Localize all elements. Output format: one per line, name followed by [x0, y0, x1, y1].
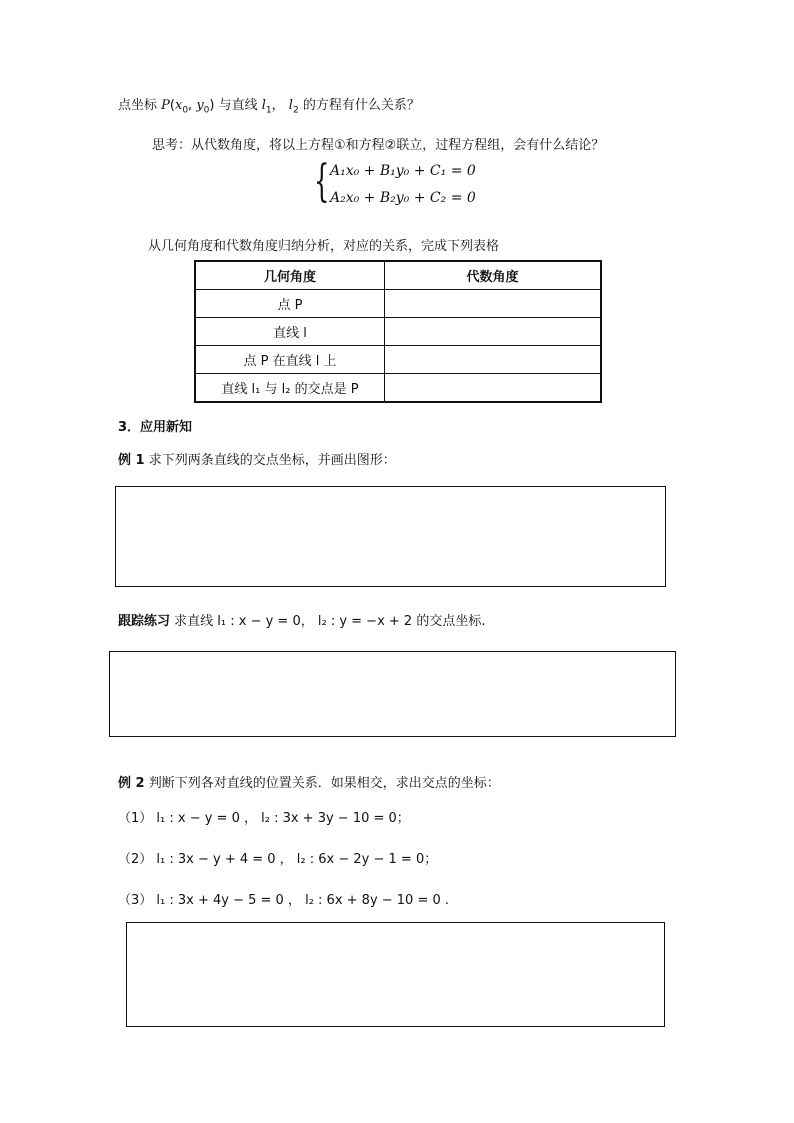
- intro-line: [118, 94, 420, 116]
- cell-alg[interactable]: [385, 290, 602, 318]
- answer-box-3[interactable]: [126, 922, 665, 1027]
- header-algebra: 代数角度: [385, 261, 602, 290]
- think-text: 思考：从代数角度，将以上方程①和方程②联立，过程方程组，会有什么结论？: [152, 138, 605, 153]
- cell-alg[interactable]: [385, 346, 602, 374]
- table-header-row: [195, 261, 601, 290]
- practice: [118, 610, 485, 629]
- brace-symbol: {: [314, 156, 330, 207]
- cell-alg[interactable]: [385, 318, 602, 346]
- table-row: [195, 346, 601, 374]
- cell-geo: 点 P 在直线 l 上: [195, 346, 385, 374]
- practice-label: 跟踪练习: [118, 614, 171, 629]
- example-2: [118, 772, 500, 791]
- cell-alg[interactable]: [385, 374, 602, 403]
- example-2-item-2: （2） l₁ : 3x − y + 4 = 0 ， l₂ : 6x − 2y − 1 = 0；: [118, 852, 438, 867]
- answer-box-2[interactable]: [109, 651, 676, 737]
- example-2-item-3: （3） l₁ : 3x + 4y − 5 = 0 ， l₂ : 6x + 8y − 10 = 0 .: [118, 893, 450, 908]
- table-row: [195, 374, 601, 403]
- intro-text: 点坐标 $P(x_0$, $y_0$) 与直线 $l_1$， $l_2$ 的方程有什么关系？: [118, 98, 420, 116]
- answer-box-1[interactable]: [115, 486, 666, 587]
- geo-alg-table: [194, 260, 602, 403]
- equation-2: A₂x₀ + B₂y₀ + C₂ = 0: [330, 190, 476, 206]
- example-1: [118, 449, 396, 468]
- equation-1: A₁x₀ + B₁y₀ + C₁ = 0: [330, 163, 476, 179]
- header-geometry: 几何角度: [195, 261, 385, 290]
- example-1-label: 例 1: [118, 453, 145, 468]
- example-2-item-1: （1） l₁ : x − y = 0 ， l₂ : 3x + 3y − 10 = 0；: [118, 811, 410, 826]
- section-heading: 3．应用新知: [118, 420, 193, 435]
- table-intro: 从几何角度和代数角度归纳分析，对应的关系，完成下列表格: [148, 239, 500, 254]
- cell-geo: 直线 l₁ 与 l₂ 的交点是 P: [195, 374, 385, 403]
- example-1-text: 求下列两条直线的交点坐标，并画出图形：: [148, 453, 396, 468]
- example-2-label: 例 2: [118, 776, 145, 791]
- example-2-text: 判断下列各对直线的位置关系．如果相交，求出交点的坐标：: [148, 776, 500, 791]
- cell-geo: 点 P: [195, 290, 385, 318]
- table-row: [195, 318, 601, 346]
- table-row: [195, 290, 601, 318]
- practice-text: 求直线 l₁ : x − y = 0， l₂ : y = −x + 2 的交点坐标.: [174, 614, 486, 629]
- cell-geo: 直线 l: [195, 318, 385, 346]
